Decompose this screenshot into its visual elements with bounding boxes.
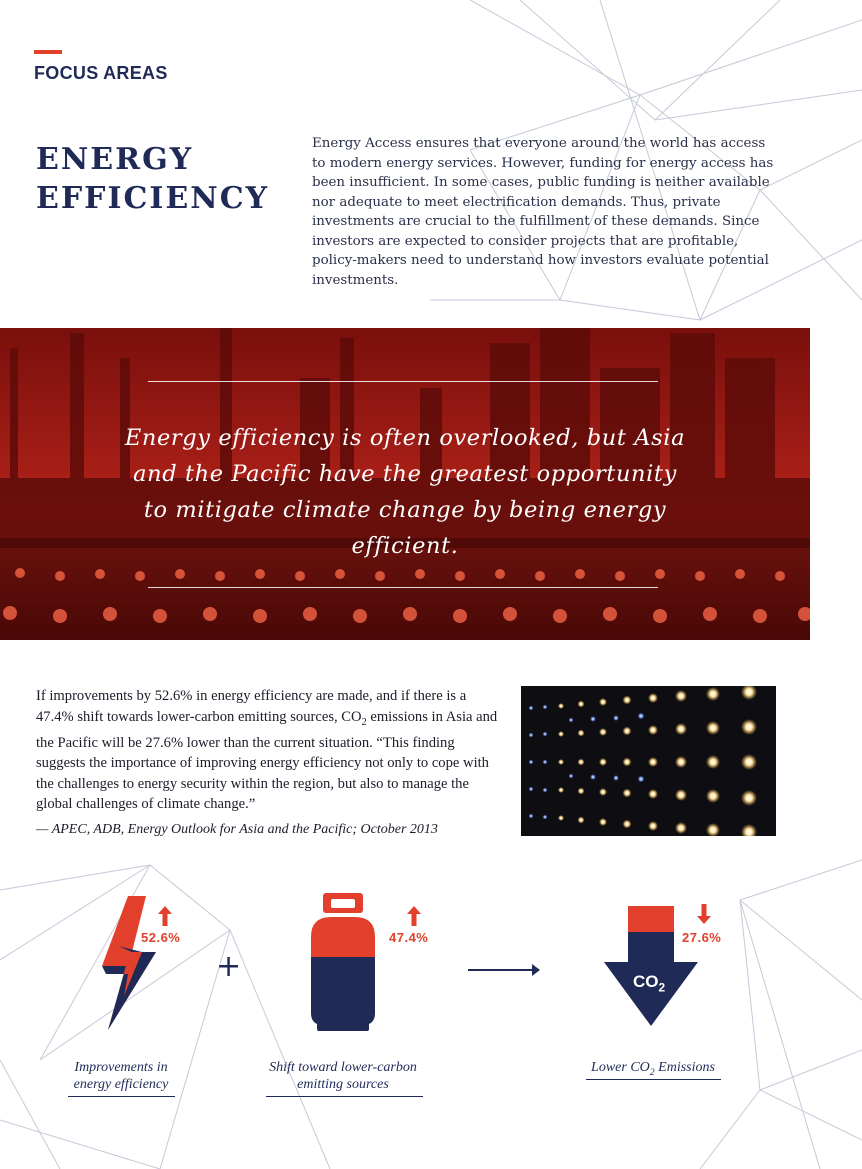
section-accent-bar	[34, 50, 62, 54]
led-lights-image	[521, 686, 776, 836]
emissions-caption	[578, 1059, 728, 1081]
co2-arrow-label-subscript: 2	[658, 980, 666, 995]
body-paragraph	[36, 686, 506, 815]
shift-caption-line1: Shift toward lower-carbon	[269, 1060, 417, 1075]
banner-quote: Energy efficiency is often overlooked, but Asia and the Pacific have the greatest opportunity to mitigate climate change by being energy efficient.	[124, 425, 686, 559]
citation: — APEC, ADB, Energy Outlook for Asia and the Pacific; October 2013	[36, 822, 438, 837]
shift-caption-line2: emitting sources	[297, 1077, 389, 1092]
down-arrow-icon	[604, 906, 698, 1026]
body-text-part2: emissions in Asia and the Pacific will be 27.6% lower than the current situation. “This finding suggests the importance of improving energy efficiency not only to cope with the challenges to energy security within the region, but also to manage the global challenges of climate change.”	[36, 708, 498, 813]
shift-caption-rule	[266, 1096, 423, 1097]
emissions-caption-subscript: 2	[649, 1066, 655, 1078]
quote-top-rule	[148, 381, 658, 382]
up-arrow-icon	[407, 906, 421, 926]
emissions-caption-post: Emissions	[654, 1060, 715, 1075]
title-line-1: ENERGY	[36, 142, 194, 177]
body-co2-subscript: 2	[361, 716, 367, 728]
quote-bottom-rule	[148, 587, 658, 588]
efficiency-caption-line1: Improvements in	[74, 1060, 168, 1075]
intro-paragraph: Energy Access ensures that everyone around the world has access to modern energy services. However, funding for energy access has been insufficient. In some cases, public funding is neither available nor adequate to meet electrification demands. Thus, private investments are crucial to the fulfillment of these demands. Since investors are expected to consider projects that are profitable, policy-makers need to understand how investors evaluate potential investments.	[312, 136, 774, 288]
co2-arrow-label-text: CO	[633, 972, 659, 991]
section-label: FOCUS AREAS	[34, 63, 168, 83]
shift-caption	[248, 1059, 438, 1093]
page-title	[36, 140, 286, 218]
emissions-percent: 27.6%	[682, 930, 722, 945]
title-line-2: EFFICIENCY	[36, 181, 269, 216]
emissions-caption-pre: Lower CO	[591, 1060, 650, 1075]
co2-arrow-label	[633, 972, 665, 994]
right-arrow-icon	[468, 963, 540, 977]
shift-percent: 47.4%	[389, 930, 429, 945]
efficiency-caption-rule	[68, 1096, 175, 1097]
efficiency-caption	[56, 1059, 186, 1093]
plus-sign: +	[216, 949, 242, 984]
lightning-bolt-icon	[98, 896, 160, 1030]
down-arrow-small-icon	[697, 904, 711, 924]
emissions-caption-rule	[586, 1079, 721, 1080]
gas-cylinder-icon	[305, 893, 381, 1031]
body-text-part1: If improvements by 52.6% in energy efficiency are made, and if there is a 47.4% shift towards lower-carbon emitting sources, CO	[36, 688, 467, 725]
up-arrow-icon	[158, 906, 172, 926]
efficiency-percent: 52.6%	[141, 930, 181, 945]
efficiency-caption-line2: energy efficiency	[73, 1077, 169, 1092]
